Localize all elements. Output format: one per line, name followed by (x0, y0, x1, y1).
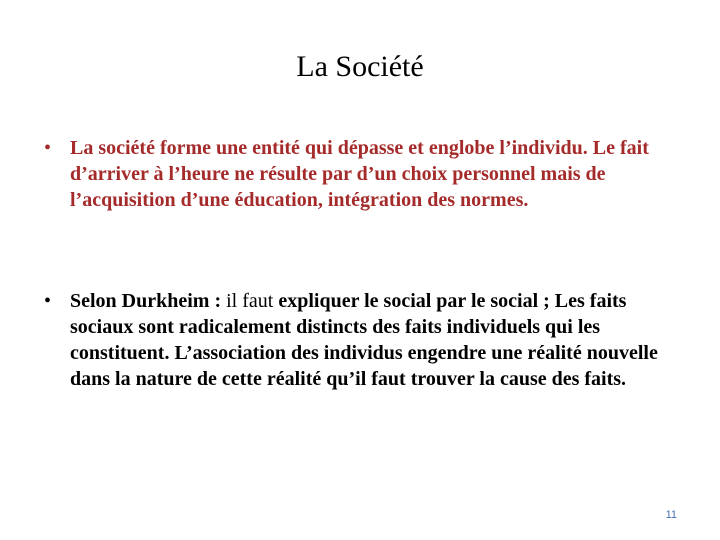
bullet-text (70, 288, 690, 392)
bullet-marker: • (44, 137, 52, 159)
bullet-text-segment: il faut (226, 290, 274, 312)
bullet-text-segment: expliquer le social par le social ; Les faits sociaux sont radicalement distincts des faits individuels qui les constituent. L’association des individus engendre une réalité nouvelle dans la nature de cette réalité qu’il faut trouver la cause des faits. (70, 290, 658, 390)
slide-title: La Société (296, 50, 424, 83)
page-number: 11 (665, 509, 677, 521)
bullet-text: La société forme une entité qui dépasse et englobe l’individu. Le fait d’arriver à l’heure ne résulte par d’un choix personnel mais de l’acquisition d’une éducation, intégration des normes. (70, 137, 649, 211)
bullet-marker: • (44, 290, 52, 312)
bullet-text-segment: Selon Durkheim : (70, 290, 227, 312)
